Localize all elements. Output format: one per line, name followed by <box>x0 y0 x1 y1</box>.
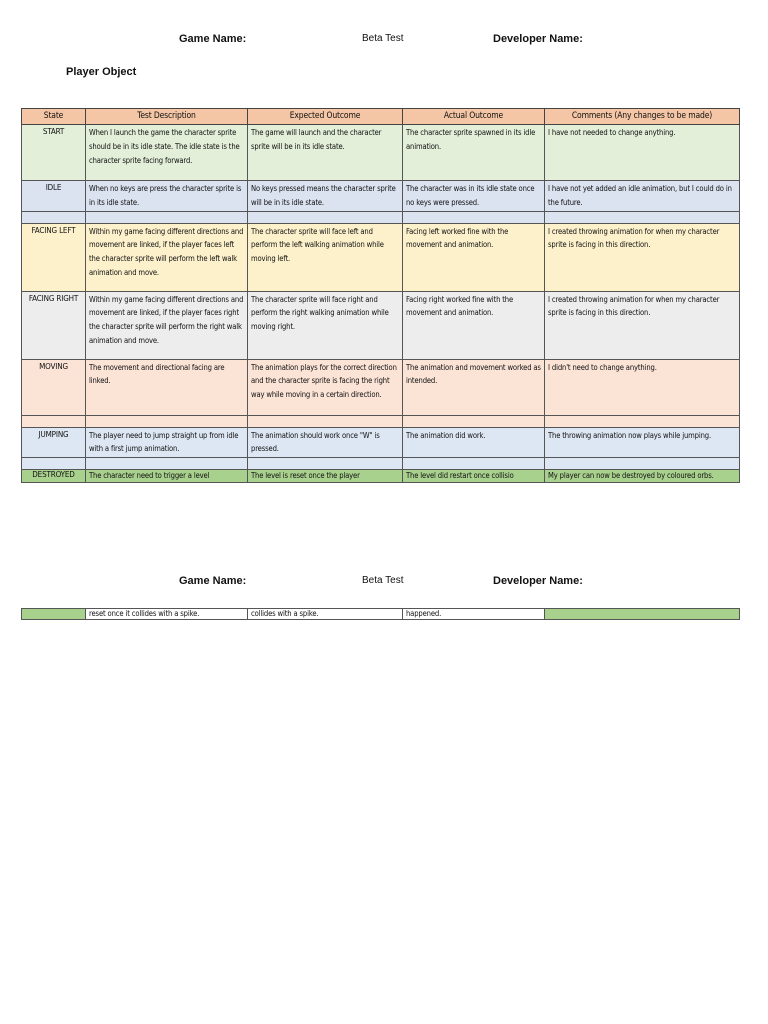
actual-outcome-cell: The character sprite spawned in its idle animation. <box>403 125 545 181</box>
comments-cell: The throwing animation now plays while jumping. <box>545 427 740 458</box>
test-plan-table-continued <box>21 608 740 620</box>
page2-game-name-value: Beta Test <box>362 575 404 586</box>
table-spacer-row <box>22 415 740 427</box>
actual-outcome-cell: Facing right worked fine with the movement and animation. <box>403 291 545 359</box>
page2-developer-name-label: Developer Name: <box>493 575 583 587</box>
comments-cell: My player can now be destroyed by coloured orbs. <box>545 470 740 483</box>
table-header-row <box>22 109 740 125</box>
comments-cell: I created throwing animation for when my character sprite is facing in this direction. <box>545 223 740 291</box>
test-description-cell: The movement and directional facing are linked. <box>86 359 248 415</box>
state-cell <box>22 609 86 620</box>
actual-outcome-cell: Facing left worked fine with the movement and animation. <box>403 223 545 291</box>
table-row <box>22 427 740 458</box>
expected-outcome-cell: collides with a spike. <box>248 609 403 620</box>
state-cell: DESTROYED <box>22 470 86 483</box>
table-row <box>22 609 740 620</box>
actual-outcome-cell: happened. <box>403 609 545 620</box>
test-description-cell: When I launch the game the character sprite should be in its idle state. The idle state is the character sprite facing forward. <box>86 125 248 181</box>
expected-outcome-cell: The animation should work once "W" is pressed. <box>248 427 403 458</box>
table-row <box>22 181 740 212</box>
game-name-value: Beta Test <box>362 33 404 44</box>
table-row <box>22 291 740 359</box>
expected-outcome-cell: The game will launch and the character sprite will be in its idle state. <box>248 125 403 181</box>
column-header-state: State <box>22 109 86 125</box>
expected-outcome-cell: The level is reset once the player <box>248 470 403 483</box>
comments-cell: I have not yet added an idle animation, but I could do in the future. <box>545 181 740 212</box>
state-cell: MOVING <box>22 359 86 415</box>
expected-outcome-cell: The character sprite will face left and perform the left walking animation while moving left. <box>248 223 403 291</box>
section-title: Player Object <box>66 66 137 78</box>
test-description-cell: Within my game facing different directions and movement are linked, if the player faces right the character sprite will perform the right walk animation and move. <box>86 291 248 359</box>
table-row <box>22 359 740 415</box>
comments-cell: I have not needed to change anything. <box>545 125 740 181</box>
expected-outcome-cell: No keys pressed means the character sprite will be in its idle state. <box>248 181 403 212</box>
column-header-test-description: Test Description <box>86 109 248 125</box>
test-description-cell: The character need to trigger a level <box>86 470 248 483</box>
comments-cell: I created throwing animation for when my character sprite is facing in this direction. <box>545 291 740 359</box>
state-cell: FACING RIGHT <box>22 291 86 359</box>
actual-outcome-cell: The animation and movement worked as intended. <box>403 359 545 415</box>
table-row <box>22 470 740 483</box>
test-description-cell: reset once it collides with a spike. <box>86 609 248 620</box>
game-name-label: Game Name: <box>179 33 247 45</box>
comments-cell: I didn't need to change anything. <box>545 359 740 415</box>
expected-outcome-cell: The character sprite will face right and perform the right walking animation while moving right. <box>248 291 403 359</box>
table-spacer-row <box>22 458 740 470</box>
test-description-cell: Within my game facing different directions and movement are linked, if the player faces left the character sprite will perform the left walk animation and move. <box>86 223 248 291</box>
actual-outcome-cell: The animation did work. <box>403 427 545 458</box>
test-description-cell: When no keys are press the character sprite is in its idle state. <box>86 181 248 212</box>
comments-cell <box>545 609 740 620</box>
table-row <box>22 223 740 291</box>
state-cell: IDLE <box>22 181 86 212</box>
state-cell: JUMPING <box>22 427 86 458</box>
expected-outcome-cell: The animation plays for the correct direction and the character sprite is facing the right way while moving in a certain direction. <box>248 359 403 415</box>
actual-outcome-cell: The level did restart once collisio <box>403 470 545 483</box>
actual-outcome-cell: The character was in its idle state once no keys were pressed. <box>403 181 545 212</box>
page2-game-name-label: Game Name: <box>179 575 247 587</box>
test-plan-table <box>21 108 740 483</box>
column-header-expected-outcome: Expected Outcome <box>248 109 403 125</box>
table-row <box>22 125 740 181</box>
developer-name-label: Developer Name: <box>493 33 583 45</box>
table-spacer-row <box>22 211 740 223</box>
column-header-comments: Comments (Any changes to be made) <box>545 109 740 125</box>
column-header-actual-outcome: Actual Outcome <box>403 109 545 125</box>
state-cell: FACING LEFT <box>22 223 86 291</box>
test-description-cell: The player need to jump straight up from idle with a first jump animation. <box>86 427 248 458</box>
state-cell: START <box>22 125 86 181</box>
